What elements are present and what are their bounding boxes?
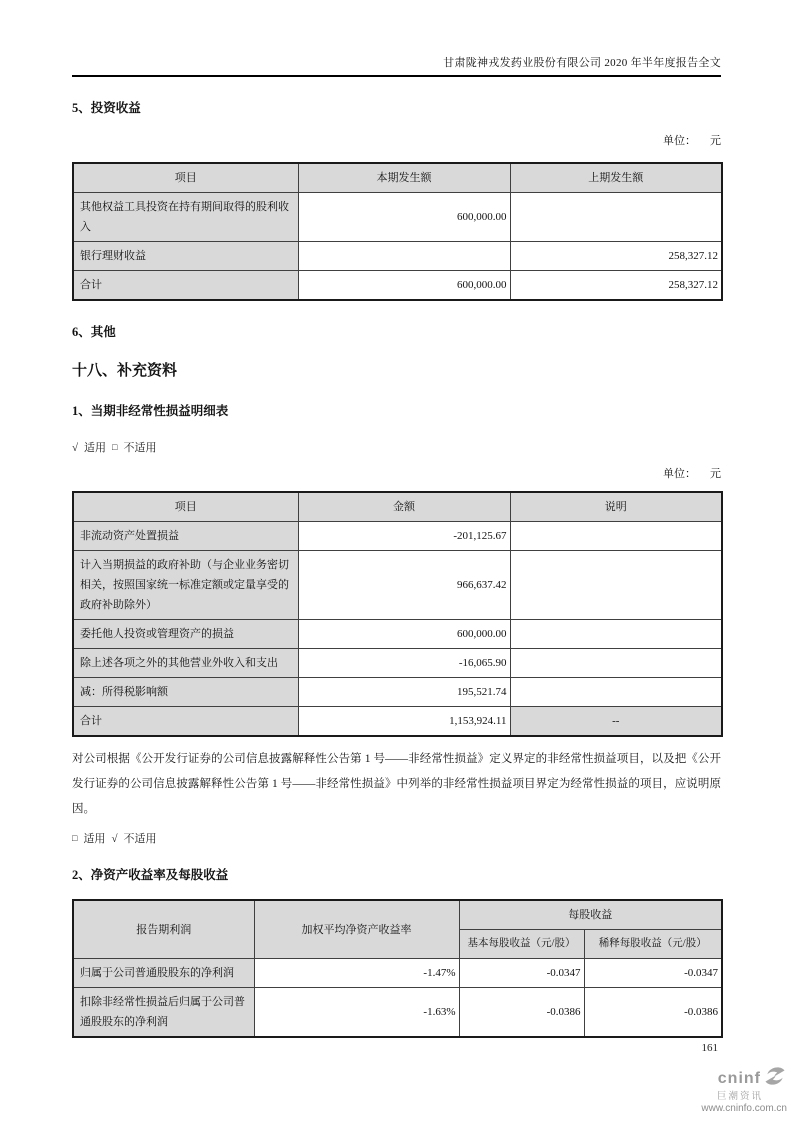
- value-cell: 1,153,924.11: [298, 707, 510, 737]
- row-label-cell: 计入当期损益的政府补助（与企业业务密切相关，按照国家统一标准定额或定量享受的政府补助除外）: [73, 551, 298, 620]
- row-label-cell: 其他权益工具投资在持有期间取得的股利收入: [73, 193, 298, 242]
- applicability-line-2: [72, 832, 721, 846]
- unit-value: 元: [710, 135, 721, 147]
- value-cell: -0.0386: [584, 988, 722, 1038]
- row-label-cell: 合计: [73, 707, 298, 737]
- row-label-cell: 银行理财收益: [73, 242, 298, 271]
- non-recurring-items-table: [72, 491, 723, 737]
- unit-label: 单位：: [663, 468, 696, 480]
- column-header: 加权平均净资产收益率: [254, 900, 459, 959]
- table-row: [73, 678, 722, 707]
- column-header: 本期发生额: [298, 163, 510, 193]
- value-cell: [510, 193, 722, 242]
- unit-label: 单位：: [663, 135, 696, 147]
- row-label-cell: 委托他人投资或管理资产的损益: [73, 620, 298, 649]
- table-row: [73, 242, 722, 271]
- investment-income-table: [72, 162, 723, 301]
- column-header: 金额: [298, 492, 510, 522]
- value-cell: 258,327.12: [510, 242, 722, 271]
- table-row: [73, 959, 722, 988]
- table-row: [73, 193, 722, 242]
- value-cell: 600,000.00: [298, 271, 510, 301]
- row-label-cell: 除上述各项之外的其他营业外收入和支出: [73, 649, 298, 678]
- cninfo-watermark: [701, 1066, 787, 1114]
- value-cell: -201,125.67: [298, 522, 510, 551]
- subsection-2-heading: 2、净资产收益率及每股收益: [72, 868, 229, 882]
- row-label-cell: 减：所得税影响额: [73, 678, 298, 707]
- value-cell: -0.0347: [584, 959, 722, 988]
- unit-value: 元: [710, 468, 721, 480]
- check-icon: √: [111, 833, 118, 845]
- value-cell: -16,065.90: [298, 649, 510, 678]
- table-row: [73, 988, 722, 1038]
- checkbox-icon: □: [72, 833, 78, 843]
- value-cell: 600,000.00: [298, 620, 510, 649]
- column-header: 报告期利润: [73, 900, 254, 959]
- page-number: 161: [701, 1042, 718, 1054]
- table-total-row: [73, 707, 722, 737]
- column-header: 项目: [73, 492, 298, 522]
- not-applicable-label: 不适用: [123, 442, 157, 454]
- column-group-header: 每股收益: [459, 900, 722, 930]
- table-row: [73, 551, 722, 620]
- note-cell: [510, 551, 722, 620]
- row-label-cell: 扣除非经常性损益后归属于公司普通股股东的净利润: [73, 988, 254, 1038]
- table-row: [73, 649, 722, 678]
- subsection-1-heading: 1、当期非经常性损益明细表: [72, 404, 229, 418]
- applicable-label: 适用: [84, 442, 107, 454]
- note-cell: [510, 678, 722, 707]
- value-cell: -1.63%: [254, 988, 459, 1038]
- unit-line-2: [72, 467, 721, 481]
- table-header-row: [73, 163, 722, 193]
- page-content: [72, 101, 721, 1038]
- column-header: 稀释每股收益（元/股）: [584, 930, 722, 959]
- row-label-cell: 非流动资产处置损益: [73, 522, 298, 551]
- table-total-row: [73, 271, 722, 301]
- note-cell: [510, 522, 722, 551]
- value-cell: -1.47%: [254, 959, 459, 988]
- cninfo-chinese-name: 巨潮资讯: [716, 1090, 763, 1102]
- table-row: [73, 620, 722, 649]
- table-row: [73, 522, 722, 551]
- row-label-cell: 合计: [73, 271, 298, 301]
- page-header: [72, 0, 721, 77]
- not-applicable-label: 不适用: [123, 833, 157, 845]
- value-cell: 600,000.00: [298, 193, 510, 242]
- report-title: 甘肃陇神戎发药业股份有限公司 2020 年半年度报告全文: [443, 57, 721, 69]
- unit-line-1: [72, 134, 721, 148]
- value-cell: -0.0386: [459, 988, 584, 1038]
- column-header: 基本每股收益（元/股）: [459, 930, 584, 959]
- note-cell: [510, 620, 722, 649]
- note-cell: --: [510, 707, 722, 737]
- roe-eps-table: [72, 899, 723, 1038]
- value-cell: -0.0347: [459, 959, 584, 988]
- table-header-row: [73, 492, 722, 522]
- cninfo-url: www.cninfo.com.cn: [701, 1102, 787, 1114]
- value-cell: [298, 242, 510, 271]
- column-header: 项目: [73, 163, 298, 193]
- cninfo-swirl-icon: [763, 1066, 787, 1091]
- note-cell: [510, 649, 722, 678]
- applicable-label: 适用: [83, 833, 106, 845]
- section-18-heading: 十八、补充资料: [72, 363, 178, 379]
- check-icon: √: [72, 442, 79, 454]
- value-cell: 195,521.74: [298, 678, 510, 707]
- column-header: 说明: [510, 492, 722, 522]
- table-header-row: [73, 900, 722, 930]
- value-cell: 966,637.42: [298, 551, 510, 620]
- checkbox-icon: □: [112, 442, 118, 452]
- section-6-heading: 6、其他: [72, 325, 116, 339]
- section-5-heading: 5、投资收益: [72, 101, 141, 115]
- row-label-cell: 归属于公司普通股股东的净利润: [73, 959, 254, 988]
- value-cell: 258,327.12: [510, 271, 722, 301]
- applicability-line-1: [72, 441, 721, 455]
- explanation-paragraph: 对公司根据《公开发行证券的公司信息披露解释性公告第 1 号——非经常性损益》定义界定的非经常性损益项目，以及把《公开发行证券的公司信息披露解释性公告第 1 号——非经常性损益》中列举的非经常性损益项目界定为经常性损益的项目，应说明原因。: [72, 753, 721, 815]
- cninfo-brand-text: cninf: [717, 1069, 761, 1087]
- column-header: 上期发生额: [510, 163, 722, 193]
